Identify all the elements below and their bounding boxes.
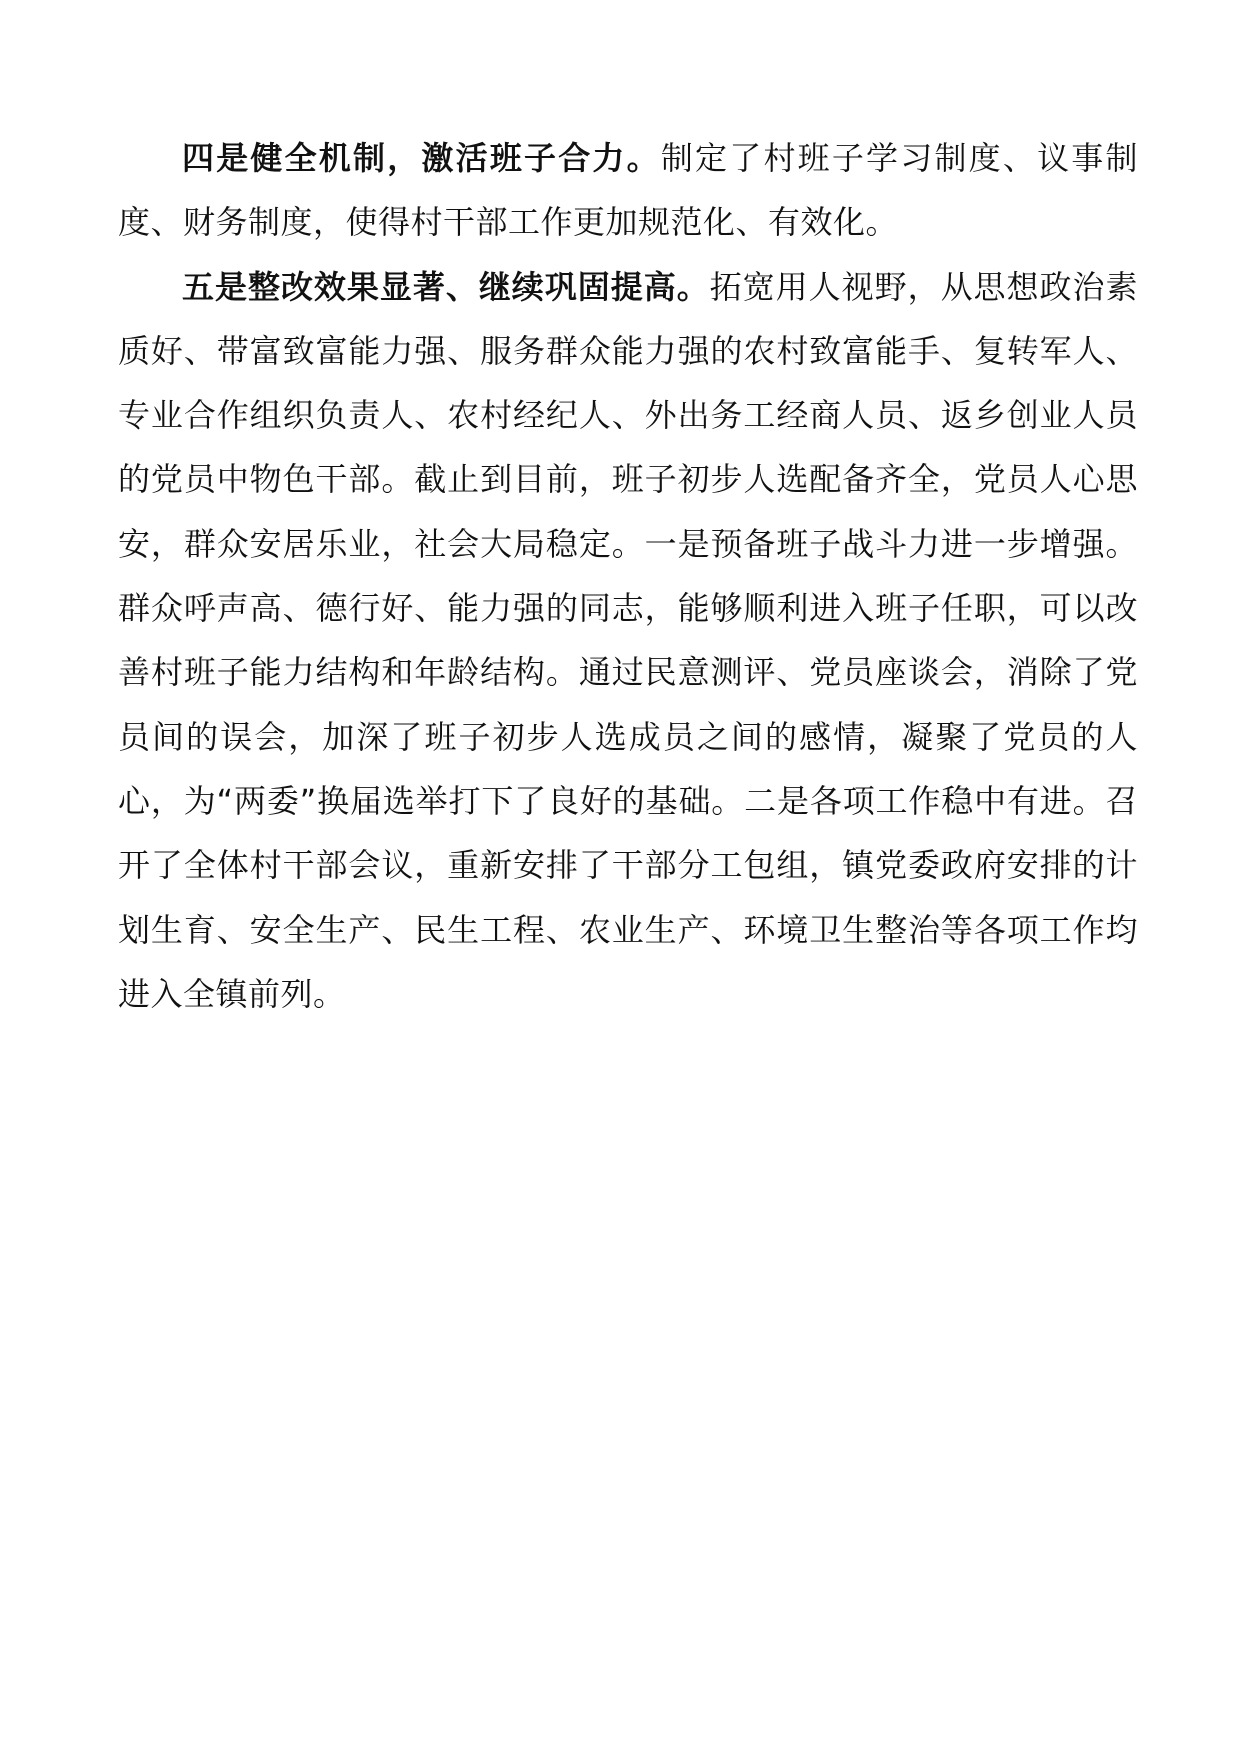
paragraph-heading: 四是健全机制，激活班子合力。 — [182, 139, 661, 177]
paragraph-text: 拓宽用人视野，从思想政治素质好、带富致富能力强、服务群众能力强的农村致富能手、复转军人、专业合作组织负责人、农村经纪人、外出务工经商人员、返乡创业人员的党员中物色干部。截止到目前，班子初步人选配备齐全，党员人心思安，群众安居乐业，社会大局稳定。一是预备班子战斗力进一步增强。群众呼声高、德行好、能力强的同志，能够顺利进入班子任职，可以改善村班子能力结构和年龄结构。通过民意测评、党员座谈会，消除了党员间的误会，加深了班子初步人选成员之间的感情，凝聚了党员的人心，为“两委”换届选举打下了良好的基础。二是各项工作稳中有进。召开了全体村干部会议，重新安排了干部分工包组，镇党委政府安排的计划生育、安全生产、民生工程、农业生产、环境卫生整治等各项工作均进入全镇前列。 — [118, 267, 1138, 1013]
paragraph-heading: 五是整改效果显著、继续巩固提高。 — [182, 267, 710, 306]
paragraph-rectification — [118, 255, 1138, 1027]
document-body — [118, 126, 1138, 1026]
paragraph-mechanism — [118, 126, 1138, 255]
paragraph-text: 制定了村班子学习制度、议事制度、财务制度，使得村干部工作更加规范化、有效化。 — [118, 139, 1138, 242]
